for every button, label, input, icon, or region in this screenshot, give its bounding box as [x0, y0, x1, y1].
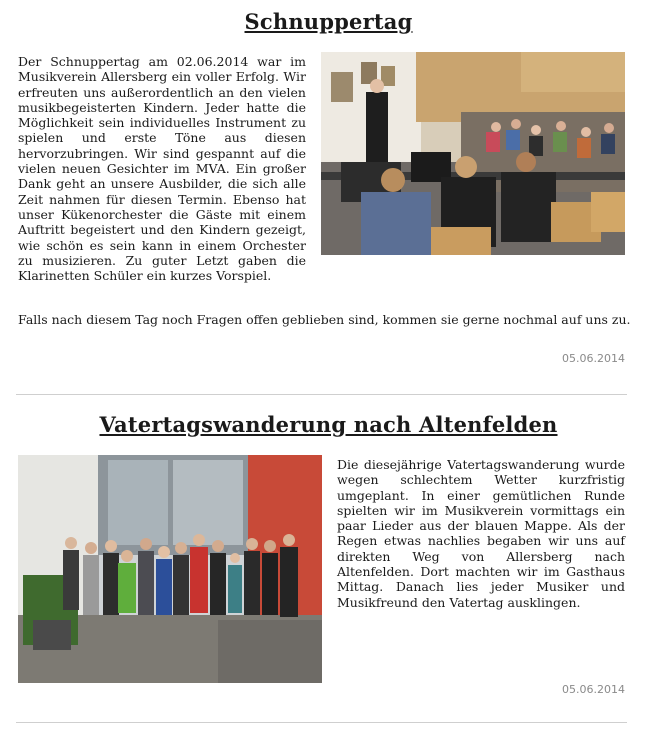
article-divider	[16, 722, 627, 723]
article-photo-rehearsal[interactable]	[321, 52, 625, 255]
article-title-vatertagswanderung[interactable]: Vatertagswanderung nach Altenfelden	[99, 412, 558, 437]
article-body: Der Schnuppertag am 02.06.2014 war im Musikverein Allersberg ein voller Erfolg. Wir erfreuten uns außerordentlich an den vielen musikbegeisterten Kindern. Jeder hatte die Möglichkeit sein individuelles Instrument zu spielen und erste Töne aus diesen hervorzubringen. Wir sind gespannt auf die vielen neuen Gesichter im MVA. Ein großer Dank geht an unsere Ausbilder, die sich alle Zeit nahmen für diesen Termin. Ebenso hat unser Kükenorchester die Gäste mit einem Auftritt begeistert und den Kindern gezeigt, wie schön es sein kann in einem Orchester zu musizieren. Zu guter Letzt gaben die Klarinetten Schüler ein kurzes Vorspiel.	[18, 54, 306, 284]
article-divider	[16, 394, 627, 395]
article-date: 05.06.2014	[562, 683, 625, 696]
article-title-schnuppertag[interactable]: Schnuppertag	[244, 9, 413, 34]
article-closing-text: Falls nach diesem Tag noch Fragen offen geblieben sind, kommen sie gerne nochmal auf uns zu.	[18, 312, 631, 327]
article-body: Die diesejährige Vatertagswanderung wurde wegen schlechtem Wetter kurzfristig umgeplant. In einer gemütlichen Runde spielten wir im Musikverein vormittags ein paar Lieder aus der blauen Mappe. Als der Regen etwas nachlies begaben wir uns auf direkten Weg von Allersberg nach Altenfelden. Dort machten wir im Gasthaus Mittag. Danach lies jeder Musiker und Musikfreund den Vatertag ausklingen.	[337, 457, 625, 610]
rehearsal-photo-image	[321, 52, 625, 255]
article-photo-group[interactable]	[18, 455, 322, 683]
article-date: 05.06.2014	[562, 352, 625, 365]
group-photo-image	[18, 455, 322, 683]
